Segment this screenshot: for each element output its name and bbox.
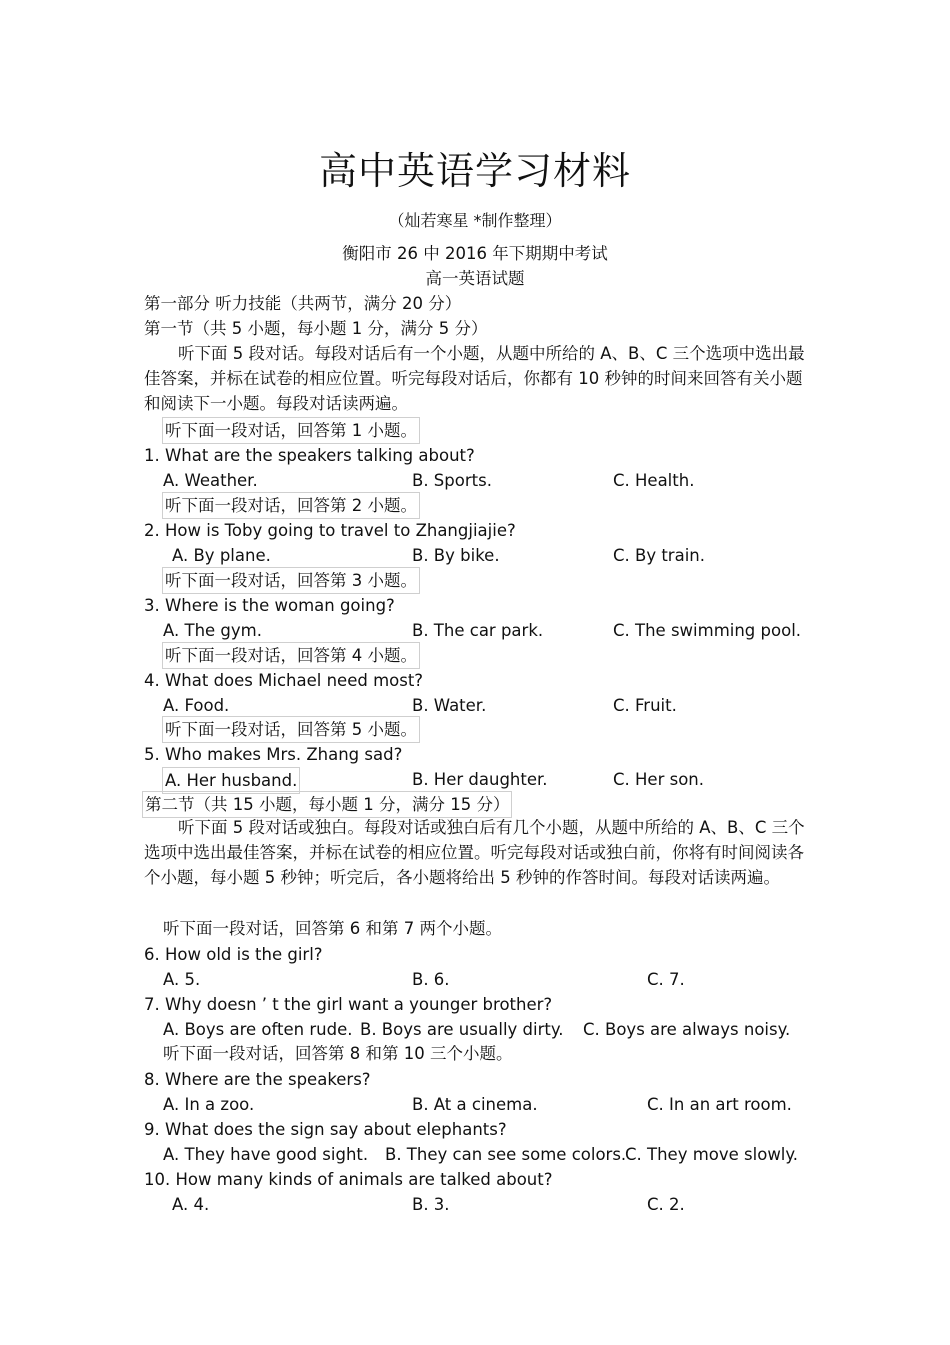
q1-option-a: A. Weather. — [163, 471, 258, 490]
question-5: 5. Who makes Mrs. Zhang sad? — [144, 745, 403, 764]
q9-option-a: A. They have good sight. — [163, 1145, 369, 1164]
q1-option-c: C. Health. — [613, 471, 695, 490]
q9-option-b: B. They can see some colors. — [385, 1145, 627, 1164]
question-3: 3. Where is the woman going? — [144, 596, 395, 615]
question-4: 4. What does Michael need most? — [144, 671, 424, 690]
q10-option-b: B. 3. — [412, 1195, 450, 1214]
question-7: 7. Why doesn ’ t the girl want a younger brother? — [144, 995, 553, 1014]
q3-option-a: A. The gym. — [163, 621, 262, 640]
prompt-q5: 听下面一段对话，回答第 5 小题。 — [162, 716, 420, 743]
q5-option-b: B. Her daughter. — [412, 770, 548, 789]
prompt-q4: 听下面一段对话，回答第 4 小题。 — [162, 642, 420, 669]
q8-option-b: B. At a cinema. — [412, 1095, 538, 1114]
section1-heading: 第一节（共 5 小题，每小题 1 分，满分 5 分） — [144, 319, 488, 338]
q4-option-b: B. Water. — [412, 696, 487, 715]
q2-option-c: C. By train. — [613, 546, 705, 565]
prompt-q2: 听下面一段对话，回答第 2 小题。 — [162, 492, 420, 519]
q2-option-a: A. By plane. — [172, 546, 271, 565]
q7-option-a: A. Boys are often rude. — [163, 1020, 353, 1039]
question-6: 6. How old is the girl? — [144, 945, 323, 964]
section1-instructions: 听下面 5 段对话。每段对话后有一个小题，从题中所给的 A、B、C 三个选项中选出最佳答案，并标在试卷的相应位置。听完每段对话后，你都有 10 秒钟的时间来回答有关小题和阅读下一小题。每段对话读两遍。 — [144, 344, 805, 413]
q3-option-c: C. The swimming pool. — [613, 621, 802, 640]
q9-option-c: C. They move slowly. — [625, 1145, 799, 1164]
q4-option-c: C. Fruit. — [613, 696, 677, 715]
question-1: 1. What are the speakers talking about? — [144, 446, 475, 465]
prompt-q1: 听下面一段对话，回答第 1 小题。 — [162, 417, 420, 444]
prompt-q8-q10: 听下面一段对话，回答第 8 和第 10 三个小题。 — [163, 1044, 513, 1063]
prompt-q6-q7: 听下面一段对话，回答第 6 和第 7 两个小题。 — [163, 919, 502, 938]
question-10: 10. How many kinds of animals are talked about? — [144, 1170, 553, 1189]
question-8: 8. Where are the speakers? — [144, 1070, 371, 1089]
q7-option-c: C. Boys are always noisy. — [583, 1020, 791, 1039]
q8-option-a: A. In a zoo. — [163, 1095, 255, 1114]
question-2: 2. How is Toby going to travel to Zhangjiajie? — [144, 521, 516, 540]
q10-option-a: A. 4. — [172, 1195, 210, 1214]
q8-option-c: C. In an art room. — [647, 1095, 792, 1114]
q10-option-c: C. 2. — [647, 1195, 685, 1214]
section2-heading: 第二节（共 15 小题，每小题 1 分，满分 15 分） — [142, 791, 512, 818]
q3-option-b: B. The car park. — [412, 621, 544, 640]
q5-option-a: A. Her husband. — [162, 767, 300, 794]
q6-option-a: A. 5. — [163, 970, 201, 989]
part1-heading: 第一部分 听力技能（共两节，满分 20 分） — [144, 294, 462, 313]
q6-option-c: C. 7. — [647, 970, 685, 989]
q2-option-b: B. By bike. — [412, 546, 500, 565]
exam-subject: 高一英语试题 — [425, 269, 525, 288]
q1-option-b: B. Sports. — [412, 471, 492, 490]
exam-name: 衡阳市 26 中 2016 年下期期中考试 — [342, 244, 608, 263]
page-title: 高中英语学习材料 — [318, 149, 631, 193]
q5-option-c: C. Her son. — [613, 770, 704, 789]
section2-instructions: 听下面 5 段对话或独白。每段对话或独白后有几个小题，从题中所给的 A、B、C 三个选项中选出最佳答案，并标在试卷的相应位置。听完每段对话或独白前，你将有时间阅读各个小题，每小题 5 秒钟；听完后，各小题将给出 5 秒钟的作答时间。每段对话读两遍。 — [144, 818, 805, 887]
compiler-note: （灿若寒星 *制作整理） — [388, 211, 562, 230]
q7-option-b: B. Boys are usually dirty. — [360, 1020, 564, 1039]
question-9: 9. What does the sign say about elephants? — [144, 1120, 507, 1139]
prompt-q3: 听下面一段对话，回答第 3 小题。 — [162, 567, 420, 594]
q4-option-a: A. Food. — [163, 696, 230, 715]
q6-option-b: B. 6. — [412, 970, 450, 989]
